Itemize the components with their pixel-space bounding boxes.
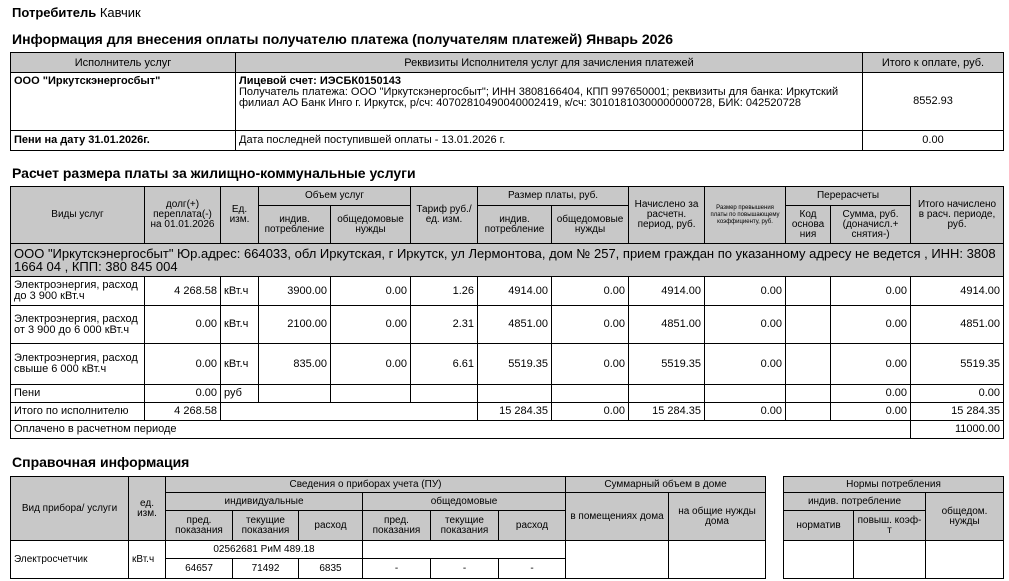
cell-debt: 0.00 [145, 385, 221, 403]
col-recalc: Перерасчеты [786, 187, 911, 206]
col-norm: норматив [784, 511, 854, 541]
col-rooms: в помещениях дома [566, 493, 669, 541]
cell-debt: 0.00 [145, 306, 221, 344]
col-indivcons: индив. потребление [784, 493, 926, 511]
totals-excess: 0.00 [705, 403, 786, 421]
cell-unit: кВт.ч [221, 306, 259, 344]
col-prev: пред. показания [166, 511, 233, 541]
cell-tariff: 2.31 [411, 306, 478, 344]
cur-reading: 71492 [233, 559, 299, 579]
paid-label: Оплачено в расчетном периоде [11, 421, 911, 439]
calc-table [10, 186, 1004, 439]
consumer-line [12, 5, 141, 20]
cell-size-indiv: 5519.35 [478, 344, 552, 385]
col-tariff: Тариф руб./ед. изм. [411, 187, 478, 244]
cell-size-common: 0.00 [552, 344, 629, 385]
cell-debt: 0.00 [145, 344, 221, 385]
meter-id: 02562681 РиМ 489.18 [166, 541, 363, 559]
cell-accrued: 4914.00 [629, 277, 705, 306]
cell-unit: руб [221, 385, 259, 403]
col-cprev: пред. показания [363, 511, 431, 541]
cell-vol-indiv [259, 385, 331, 403]
table-row [11, 344, 1004, 385]
cell-vol-indiv: 835.00 [259, 344, 331, 385]
cell-tariff: 6.61 [411, 344, 478, 385]
cell-service: Электроэнергия, расход до 3 900 кВт.ч [11, 277, 145, 306]
totals-common: 0.00 [552, 403, 629, 421]
cell-code [786, 344, 831, 385]
provider-name: ООО "Иркутскэнергосбыт" [11, 73, 236, 131]
col-cur: текущие показания [233, 511, 299, 541]
cell-vol-common: 0.00 [331, 277, 411, 306]
cell-total: 4851.00 [911, 306, 1004, 344]
cell-accrued: 4851.00 [629, 306, 705, 344]
calc-title: Расчет размера платы за жилищно-коммунальные услуги [12, 165, 416, 181]
col-services: Виды услуг [11, 187, 145, 244]
col-norms: Нормы потребления [784, 477, 1004, 493]
cell-size-common [552, 385, 629, 403]
common-usage: - [499, 559, 566, 579]
ref-title: Справочная информация [12, 454, 190, 470]
cell-code [786, 306, 831, 344]
company-info: ООО "Иркутскэнергосбыт" Юр.адрес: 664033, обл Иркутская, г Иркутск, ул Лермонтова, дом № 257, прием граждан по указанному адресу не ведется , ИНН: 3808 1664 04 , КПП: 380 845 004 [11, 244, 1004, 277]
totals-debt: 4 268.58 [145, 403, 221, 421]
cell-tariff: 1.26 [411, 277, 478, 306]
header-total: Итого к оплате, руб. [863, 53, 1004, 73]
cell-size-indiv [478, 385, 552, 403]
cell-vol-common: 0.00 [331, 306, 411, 344]
cell-accrued [629, 385, 705, 403]
penalty-total: 0.00 [863, 131, 1004, 151]
totals-indiv: 15 284.35 [478, 403, 552, 421]
col-coef: повыш. коэф-т [854, 511, 926, 541]
col-ref-unit: ед. изм. [129, 477, 166, 541]
col-size-common: общедомовые нужды [552, 206, 629, 244]
col-accrued: Начислено за расчетн. период, руб. [629, 187, 705, 244]
cell-service: Электроэнергия, расход от 3 900 до 6 000 кВт.ч [11, 306, 145, 344]
col-house: Суммарный объем в доме [566, 477, 766, 493]
cell-excess: 0.00 [705, 344, 786, 385]
col-sum: Сумма, руб. (доначисл.+ снятия-) [831, 206, 911, 244]
col-vol-indiv: индив. потребление [259, 206, 331, 244]
cell-service: Пени [11, 385, 145, 403]
device-unit: кВт.ч [129, 541, 166, 579]
totals-total: 15 284.35 [911, 403, 1004, 421]
device-name: Электросчетчик [11, 541, 129, 579]
col-debt: долг(+) переплата(-) на 01.01.2026 [145, 187, 221, 244]
totals-accrued: 15 284.35 [629, 403, 705, 421]
norms-table [783, 476, 1004, 579]
col-individual: индивидуальные [166, 493, 363, 511]
cell-sum: 0.00 [831, 306, 911, 344]
cell-size-common: 0.00 [552, 306, 629, 344]
cell-unit: кВт.ч [221, 344, 259, 385]
consumer-label: Потребитель [12, 5, 97, 20]
col-total: Итого начислено в расч. периоде, руб. [911, 187, 1004, 244]
totals-sum: 0.00 [831, 403, 911, 421]
col-volume: Объем услуг [259, 187, 411, 206]
col-meters: Сведения о приборах учета (ПУ) [166, 477, 566, 493]
cell-excess: 0.00 [705, 306, 786, 344]
col-code: Код основа ния [786, 206, 831, 244]
cell-sum: 0.00 [831, 277, 911, 306]
col-cusage: расход [499, 511, 566, 541]
col-device: Вид прибора/ услуги [11, 477, 129, 541]
col-common: общедомовые [363, 493, 566, 511]
cell-total: 0.00 [911, 385, 1004, 403]
cell-excess: 0.00 [705, 277, 786, 306]
header-provider: Исполнитель услуг [11, 53, 236, 73]
cell-vol-indiv: 3900.00 [259, 277, 331, 306]
cell-service: Электроэнергия, расход свыше 6 000 кВт.ч [11, 344, 145, 385]
col-size: Размер платы, руб. [478, 187, 629, 206]
common-cur: - [431, 559, 499, 579]
cell-total: 5519.35 [911, 344, 1004, 385]
cell-code [786, 385, 831, 403]
cell-total: 4914.00 [911, 277, 1004, 306]
col-ccur: текущие показания [431, 511, 499, 541]
paid-value: 11000.00 [911, 421, 1004, 439]
col-vol-common: общедомовые нужды [331, 206, 411, 244]
cell-sum: 0.00 [831, 344, 911, 385]
account-number: Лицевой счет: ИЭСБК0150143 [239, 75, 401, 87]
payment-table [10, 52, 1004, 151]
cell-accrued: 5519.35 [629, 344, 705, 385]
table-row [11, 385, 1004, 403]
cell-debt: 4 268.58 [145, 277, 221, 306]
bank-details: Получатель платежа: ООО "Иркутскэнергосбыт"; ИНН 3808166404, КПП 997650001; реквизиты для банка: Иркутский филиал АО Банк Инго г. Иркутск, р/сч: 40702810490040002419, к/сч: 30101810300000000728, БИК: 042520728 [239, 86, 839, 109]
consumer-name: Кавчик [99, 5, 141, 20]
common-prev: - [363, 559, 431, 579]
col-unit: Ед. изм. [221, 187, 259, 244]
cell-vol-indiv: 2100.00 [259, 306, 331, 344]
payment-title: Информация для внесения оплаты получателю платежа (получателям платежей) Январь 2026 [12, 31, 674, 47]
col-usage: расход [299, 511, 363, 541]
cell-tariff [411, 385, 478, 403]
cell-unit: кВт.ч [221, 277, 259, 306]
header-details: Реквизиты Исполнителя услуг для зачисления платежей [236, 53, 863, 73]
col-excess: Размер превышения платы по повышающему коэффициенту, руб. [705, 187, 786, 244]
col-commonhouse: общедом. нужды [926, 493, 1004, 541]
cell-sum: 0.00 [831, 385, 911, 403]
col-size-indiv: индив. потребление [478, 206, 552, 244]
cell-size-indiv: 4914.00 [478, 277, 552, 306]
last-payment-date: Дата последней поступившей оплаты - 13.01.2026 г. [236, 131, 863, 151]
cell-vol-common: 0.00 [331, 344, 411, 385]
usage: 6835 [299, 559, 363, 579]
total-to-pay: 8552.93 [863, 73, 1004, 131]
prev-reading: 64657 [166, 559, 233, 579]
table-row [11, 277, 1004, 306]
cell-size-indiv: 4851.00 [478, 306, 552, 344]
cell-code [786, 277, 831, 306]
col-commonneeds: на общие нужды дома [669, 493, 766, 541]
penalty-label: Пени на дату 31.01.2026г. [11, 131, 236, 151]
cell-vol-common [331, 385, 411, 403]
cell-excess [705, 385, 786, 403]
cell-size-common: 0.00 [552, 277, 629, 306]
totals-label: Итого по исполнителю [11, 403, 145, 421]
table-row [11, 306, 1004, 344]
meters-table [10, 476, 766, 579]
